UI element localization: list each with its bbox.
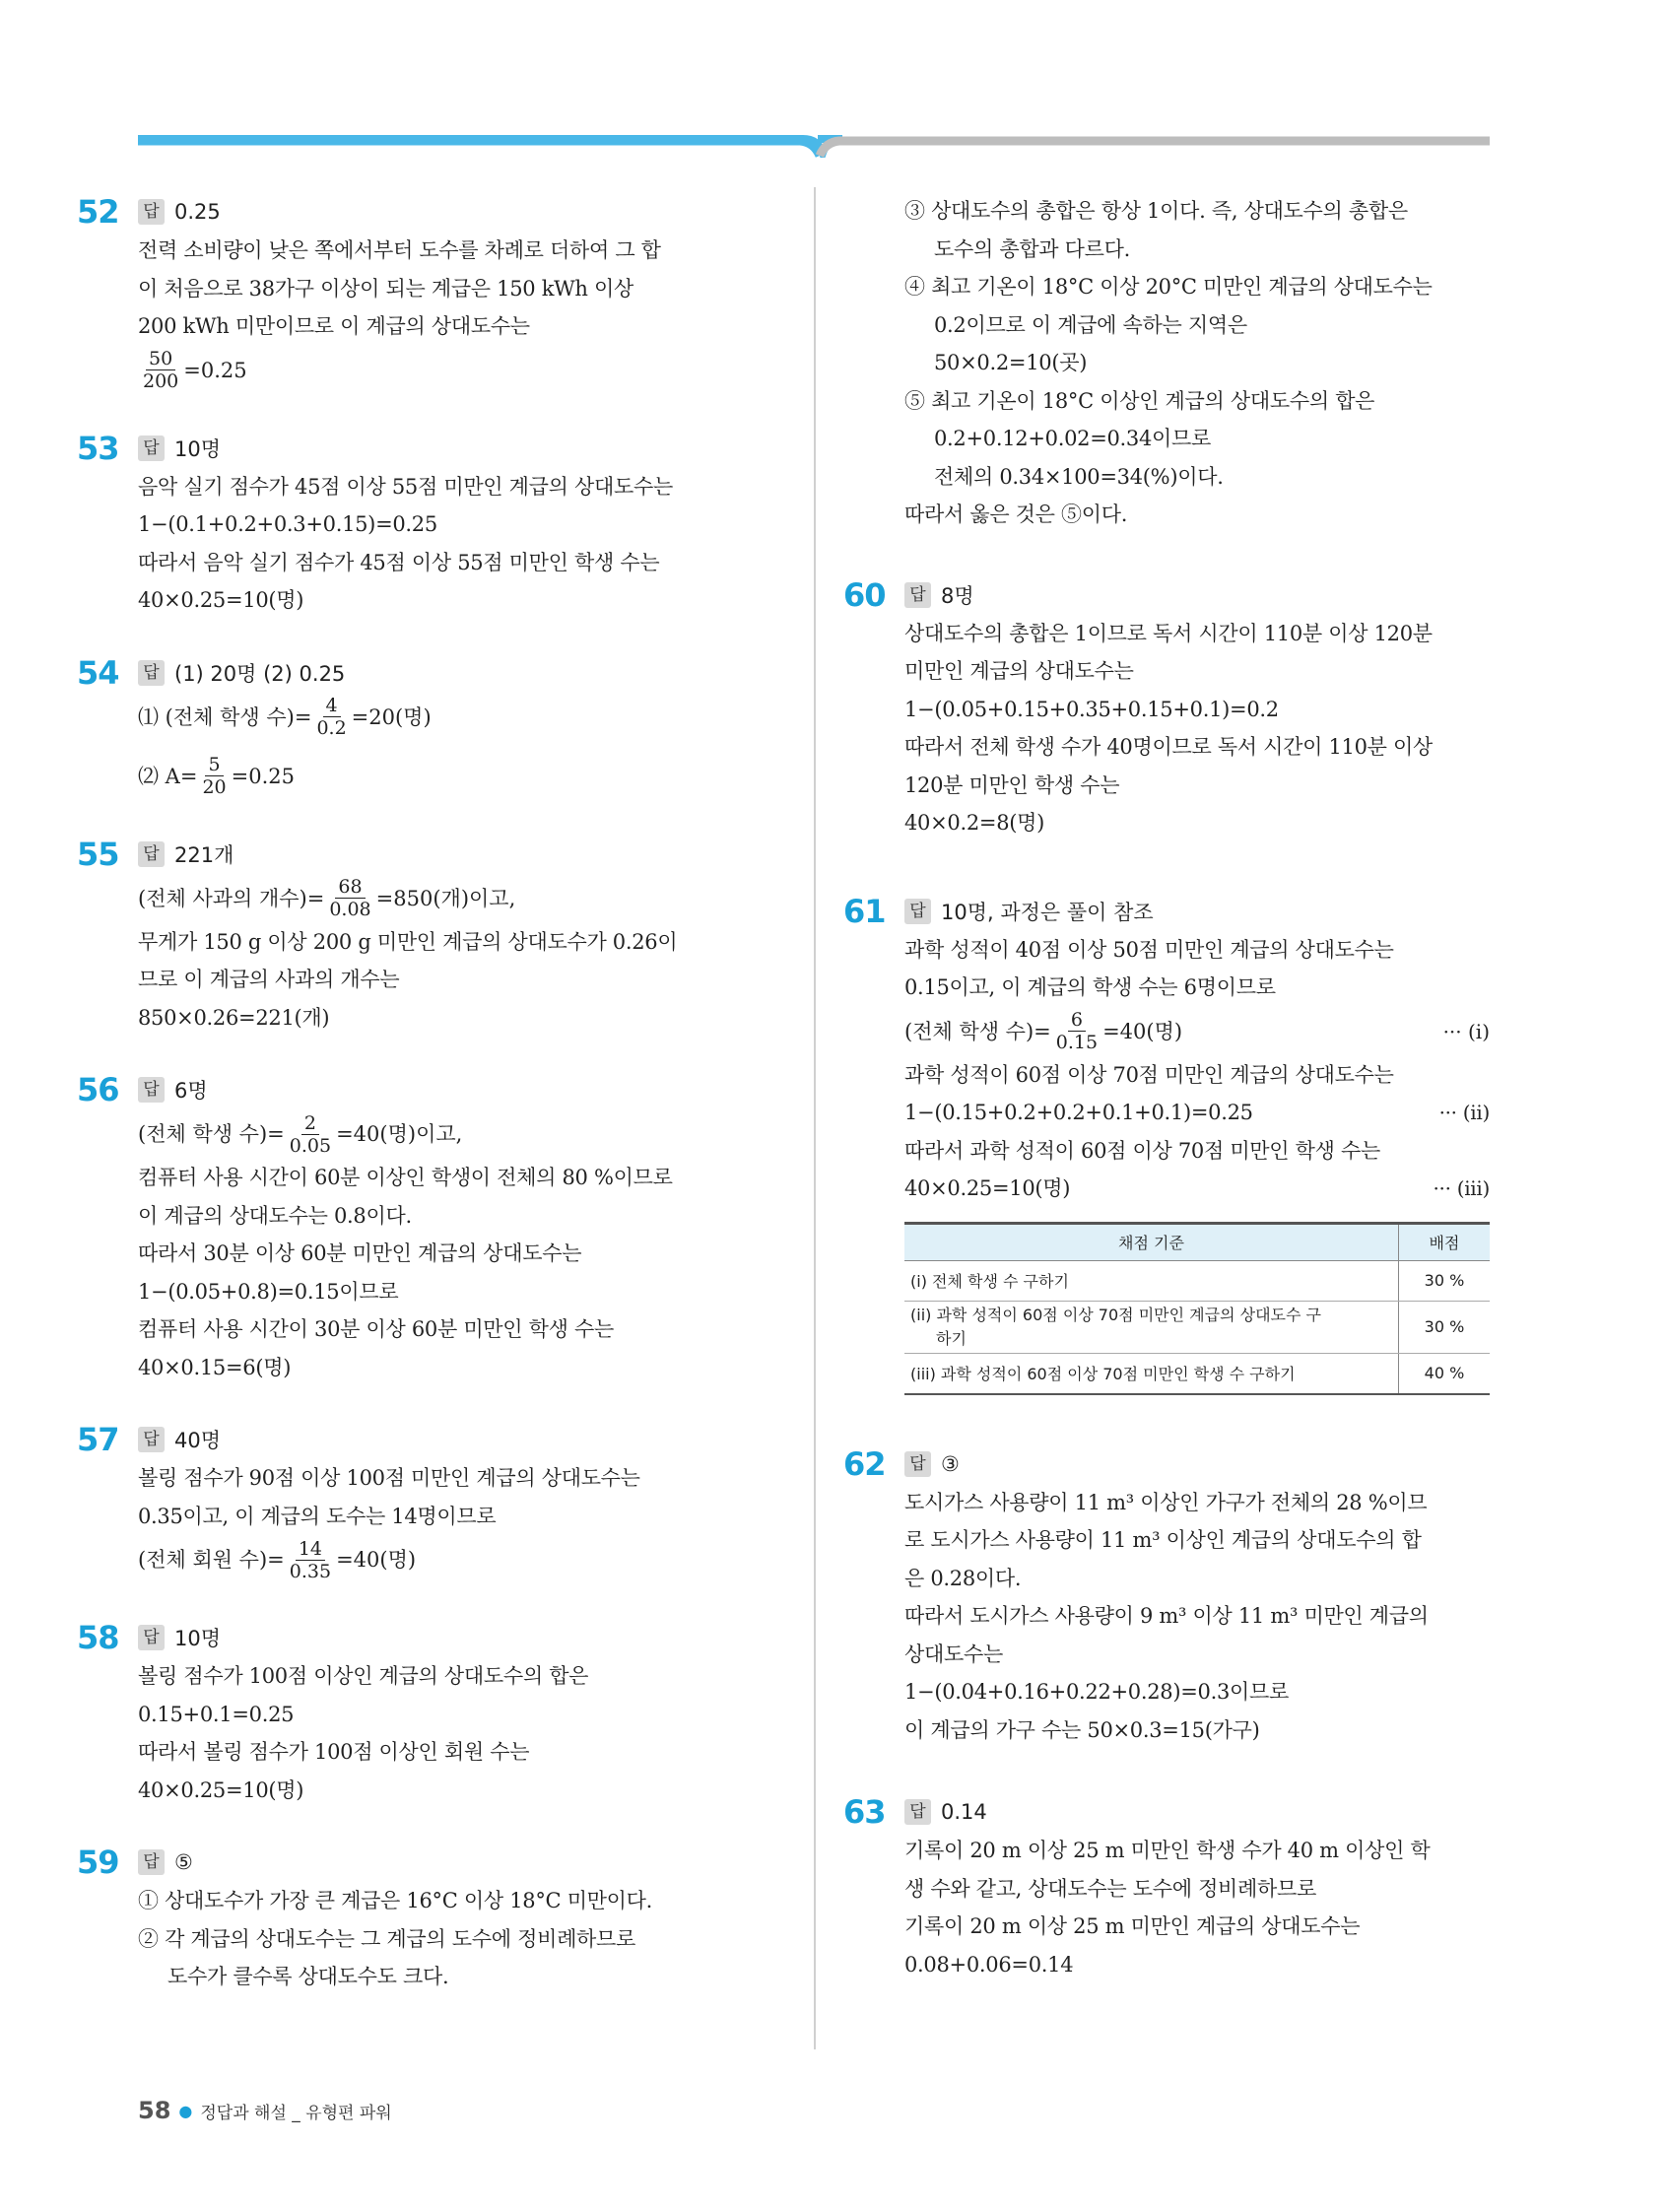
answer-text: 0.25 [174, 200, 221, 224]
solution-line: 1−(0.15+0.2+0.2+0.1+0.1)=0.25 ··· (ii) [904, 1094, 1490, 1132]
solution-line: 도수가 클수록 상대도수도 크다. [167, 1965, 449, 1988]
problem-54 [77, 653, 778, 801]
solution-line: 0.15+0.1=0.25 [138, 1702, 295, 1726]
grading-table [904, 1222, 1490, 1395]
solution-line: 기록이 20 m 이상 25 m 미만인 학생 수가 40 m 이상인 학 [904, 1839, 1431, 1862]
answer-text: ③ [941, 1451, 960, 1476]
solution-line: 도수의 총합과 다르다. [934, 236, 1130, 261]
fraction-line: ⑴ (전체 학생 수)= $\frac{4}{0.2}$ =20(명) [138, 695, 432, 739]
solution-line: 컴퓨터 사용 시간이 30분 이상 60분 미만인 학생 수는 [138, 1317, 614, 1341]
fraction: $\frac{6}{0.15}$ [1055, 1009, 1099, 1053]
problem-55 [77, 835, 778, 1038]
step-marker: ··· (i) [1442, 1019, 1490, 1043]
answer-text: 8명 [941, 583, 974, 608]
page-footer [138, 2097, 392, 2124]
solution-line: 은 0.28이다. [904, 1566, 1022, 1590]
solution-line: 1−(0.1+0.2+0.3+0.15)=0.25 [138, 512, 437, 536]
problem-number: 52 [77, 193, 119, 231]
solution-line: ④ 최고 기온이 18°C 이상 20°C 미만인 계급의 상대도수는 [904, 275, 1433, 299]
fraction: $\frac{5}{20}$ [202, 754, 227, 798]
fraction-line: (전체 학생 수)= $\frac{6}{0.15}$ =40(명) ··· (i) [904, 1009, 1490, 1053]
problem-59 [77, 1843, 778, 1996]
solution-line: 볼링 점수가 100점 이상인 계급의 상대도수의 합은 [138, 1664, 589, 1688]
solution-line: ⑤ 최고 기온이 18°C 이상인 계급의 상대도수의 합은 [904, 388, 1375, 413]
table-row: (ii) 과학 성적이 60점 이상 70점 미만인 계급의 상대도수 구 하기 30 % [904, 1301, 1490, 1353]
problem-number: 61 [843, 892, 886, 930]
answer-text: ⑤ [174, 1850, 193, 1874]
problem-number: 59 [77, 1843, 119, 1881]
solution-line: 과학 성적이 60점 이상 70점 미만인 계급의 상대도수는 [904, 1062, 1394, 1087]
fraction-line: ⑵ A= $\frac{5}{20}$ =0.25 [138, 754, 295, 798]
solution-line: 40×0.25=10(명) [138, 1777, 304, 1802]
problem-58 [77, 1618, 778, 1809]
problem-number: 57 [77, 1421, 119, 1458]
table-row: (iii) 과학 성적이 60점 이상 70점 미만인 학생 수 구하기 40 % [904, 1353, 1490, 1394]
answer-badge: 답 [138, 660, 165, 686]
solution-line: 40×0.15=6(명) [138, 1355, 292, 1379]
solution-line: 이 계급의 가구 수는 50×0.3=15(가구) [904, 1717, 1260, 1742]
solution-line: 따라서 과학 성적이 60점 이상 70점 미만인 학생 수는 [904, 1138, 1380, 1163]
fraction-line: (전체 학생 수)= $\frac{2}{0.05}$ =40(명)이고, [138, 1111, 463, 1157]
problem-number: 54 [77, 653, 119, 692]
fraction: $\frac{2}{0.05}$ [289, 1111, 332, 1157]
problem-63 [843, 1792, 1490, 1983]
solution-line: 로 도시가스 사용량이 11 m³ 이상인 계급의 상대도수의 합 [904, 1528, 1422, 1552]
solution-line: 따라서 볼링 점수가 100점 이상인 회원 수는 [138, 1740, 530, 1764]
fraction: $\frac{14}{0.35}$ [289, 1537, 332, 1582]
answer-text: (1) 20명 (2) 0.25 [174, 661, 346, 686]
fraction: $\frac{50}{200}$ [143, 348, 179, 392]
solution-line: ③ 상대도수의 총합은 항상 1이다. 즉, 상대도수의 총합은 [904, 199, 1408, 223]
problem-60 [843, 575, 1490, 842]
problem-53 [77, 429, 778, 620]
problem-56 [77, 1070, 778, 1386]
table-header: 채점 기준 [904, 1223, 1399, 1260]
solution-line: 전력 소비량이 낮은 쪽에서부터 도수를 차례로 더하여 그 합 [138, 238, 661, 262]
solution-line: 므로 이 계급의 사과의 개수는 [138, 968, 400, 991]
answer-text: 40명 [174, 1429, 222, 1452]
answer-text: 0.14 [941, 1800, 987, 1824]
solution-line: 볼링 점수가 90점 이상 100점 미만인 계급의 상대도수는 [138, 1466, 640, 1490]
step-marker: ··· (ii) [1438, 1101, 1490, 1124]
solution-line: ② 각 계급의 상대도수는 그 계급의 도수에 정비례하므로 [138, 1926, 636, 1951]
problem-57 [77, 1420, 778, 1584]
problem-61 [843, 892, 1490, 1395]
problem-number: 53 [77, 429, 119, 467]
right-column [843, 192, 1490, 1983]
solution-line: 200 kWh 미만이므로 이 계급의 상대도수는 [138, 314, 530, 338]
problem-number: 56 [77, 1071, 119, 1108]
problem-number: 62 [843, 1444, 886, 1483]
answer-badge: 답 [138, 436, 165, 461]
solution-line: 120분 미만인 학생 수는 [904, 772, 1120, 797]
solution-line: 따라서 도시가스 사용량이 9 m³ 이상 11 m³ 미만인 계급의 [904, 1604, 1429, 1628]
answer-text: 221개 [174, 842, 234, 867]
solution-line: 전체의 0.34×100=34(%)이다. [934, 464, 1224, 489]
solution-line: 음악 실기 점수가 45점 이상 55점 미만인 계급의 상대도수는 [138, 474, 673, 499]
solution-line: 과학 성적이 40점 이상 50점 미만인 계급의 상대도수는 [904, 937, 1394, 962]
header-tab-bar [0, 0, 1668, 158]
problem-number: 63 [843, 1793, 886, 1831]
solution-line: 1−(0.05+0.15+0.35+0.15+0.1)=0.2 [904, 697, 1279, 721]
fraction-line: (전체 회원 수)= $\frac{14}{0.35}$ =40(명) [138, 1537, 417, 1582]
fraction: $\frac{68}{0.08}$ [329, 876, 371, 920]
solution-line: 상대도수는 [904, 1642, 1003, 1666]
answer-text: 10명 [174, 1627, 222, 1650]
answer-badge: 답 [904, 899, 931, 924]
bullet-icon: ● [178, 2101, 193, 2120]
answer-text: 10명 [174, 436, 222, 461]
solution-line: 따라서 전체 학생 수가 40명이므로 독서 시간이 110분 이상 [904, 735, 1434, 759]
solution-line: 0.2+0.12+0.02=0.34이므로 [934, 427, 1212, 450]
solution-line: ① 상대도수가 가장 큰 계급은 16°C 이상 18°C 미만이다. [138, 1889, 653, 1912]
solution-line: 이 계급의 상대도수는 0.8이다. [138, 1203, 412, 1228]
solution-line: 따라서 음악 실기 점수가 45점 이상 55점 미만인 학생 수는 [138, 550, 660, 574]
solution-line: 0.15이고, 이 계급의 학생 수는 6명이므로 [904, 975, 1276, 999]
table-header: 배점 [1399, 1223, 1491, 1260]
answer-badge: 답 [138, 1625, 165, 1650]
answer-badge: 답 [138, 841, 165, 867]
solution-line: 0.2이므로 이 계급에 속하는 지역은 [934, 312, 1247, 337]
solution-line: 1−(0.05+0.8)=0.15이므로 [138, 1279, 399, 1304]
solution-line: 40×0.2=8(명) [904, 811, 1045, 835]
solution-line: 무게가 150 g 이상 200 g 미만인 계급의 상대도수가 0.26이 [138, 929, 678, 954]
problem-number: 55 [77, 835, 119, 873]
table-row: (i) 전체 학생 수 구하기 30 % [904, 1260, 1490, 1301]
answer-badge: 답 [904, 1451, 931, 1477]
answer-badge: 답 [904, 582, 931, 608]
page-number: 58 [138, 2097, 171, 2124]
solution-line: 기록이 20 m 이상 25 m 미만인 계급의 상대도수는 [904, 1914, 1361, 1938]
answer-text: 10명, 과정은 풀이 참조 [941, 900, 1154, 924]
solution-line: 850×0.26=221(개) [138, 1005, 330, 1030]
solution-line: 따라서 옳은 것은 ⑤이다. [904, 503, 1128, 526]
solution-line: 40×0.25=10(명) ··· (iii) [904, 1170, 1490, 1208]
solution-line: 도시가스 사용량이 11 m³ 이상인 가구가 전체의 28 %이므 [904, 1490, 1428, 1514]
answer-badge: 답 [138, 199, 165, 225]
solution-line: 40×0.25=10(명) [138, 588, 304, 612]
solution-line: 미만인 계급의 상대도수는 [904, 659, 1134, 683]
solution-line: 컴퓨터 사용 시간이 60분 이상인 학생이 전체의 80 %이므로 [138, 1166, 673, 1189]
fraction: $\frac{4}{0.2}$ [316, 695, 347, 739]
solution-line: 0.08+0.06=0.14 [904, 1952, 1074, 1977]
solution-line: 따라서 30분 이상 60분 미만인 계급의 상대도수는 [138, 1241, 582, 1265]
answer-badge: 답 [138, 1849, 165, 1875]
left-column [77, 192, 778, 1996]
answer-badge: 답 [904, 1799, 931, 1825]
answer-badge: 답 [138, 1077, 165, 1103]
answer-text: 6명 [174, 1079, 208, 1103]
problem-62 [843, 1444, 1490, 1750]
footer-title: 정답과 해설 _ 유형편 파워 [200, 2103, 392, 2123]
solution-line: 이 처음으로 38가구 이상이 되는 계급은 150 kWh 이상 [138, 276, 634, 301]
answer-badge: 답 [138, 1427, 165, 1452]
solution-line: 1−(0.04+0.16+0.22+0.28)=0.3이므로 [904, 1680, 1290, 1704]
solution-line: 0.35이고, 이 계급의 도수는 14명이므로 [138, 1504, 497, 1528]
fraction-line: $\frac{50}{200}$ =0.25 [138, 346, 778, 395]
problem-59-continued [904, 192, 1490, 534]
problem-52 [77, 192, 778, 395]
column-divider [814, 187, 816, 2049]
problem-number: 60 [843, 575, 886, 614]
solution-line: 상대도수의 총합은 1이므로 독서 시간이 110분 이상 120분 [904, 621, 1433, 645]
problem-number: 58 [77, 1619, 119, 1656]
solution-line: 50×0.2=10(곳) [934, 351, 1088, 374]
step-marker: ··· (iii) [1433, 1176, 1490, 1200]
solution-line: 생 수와 같고, 상대도수는 도수에 정비례하므로 [904, 1876, 1316, 1901]
fraction-line: (전체 사과의 개수)= $\frac{68}{0.08}$ =850(개)이고, [138, 876, 516, 920]
